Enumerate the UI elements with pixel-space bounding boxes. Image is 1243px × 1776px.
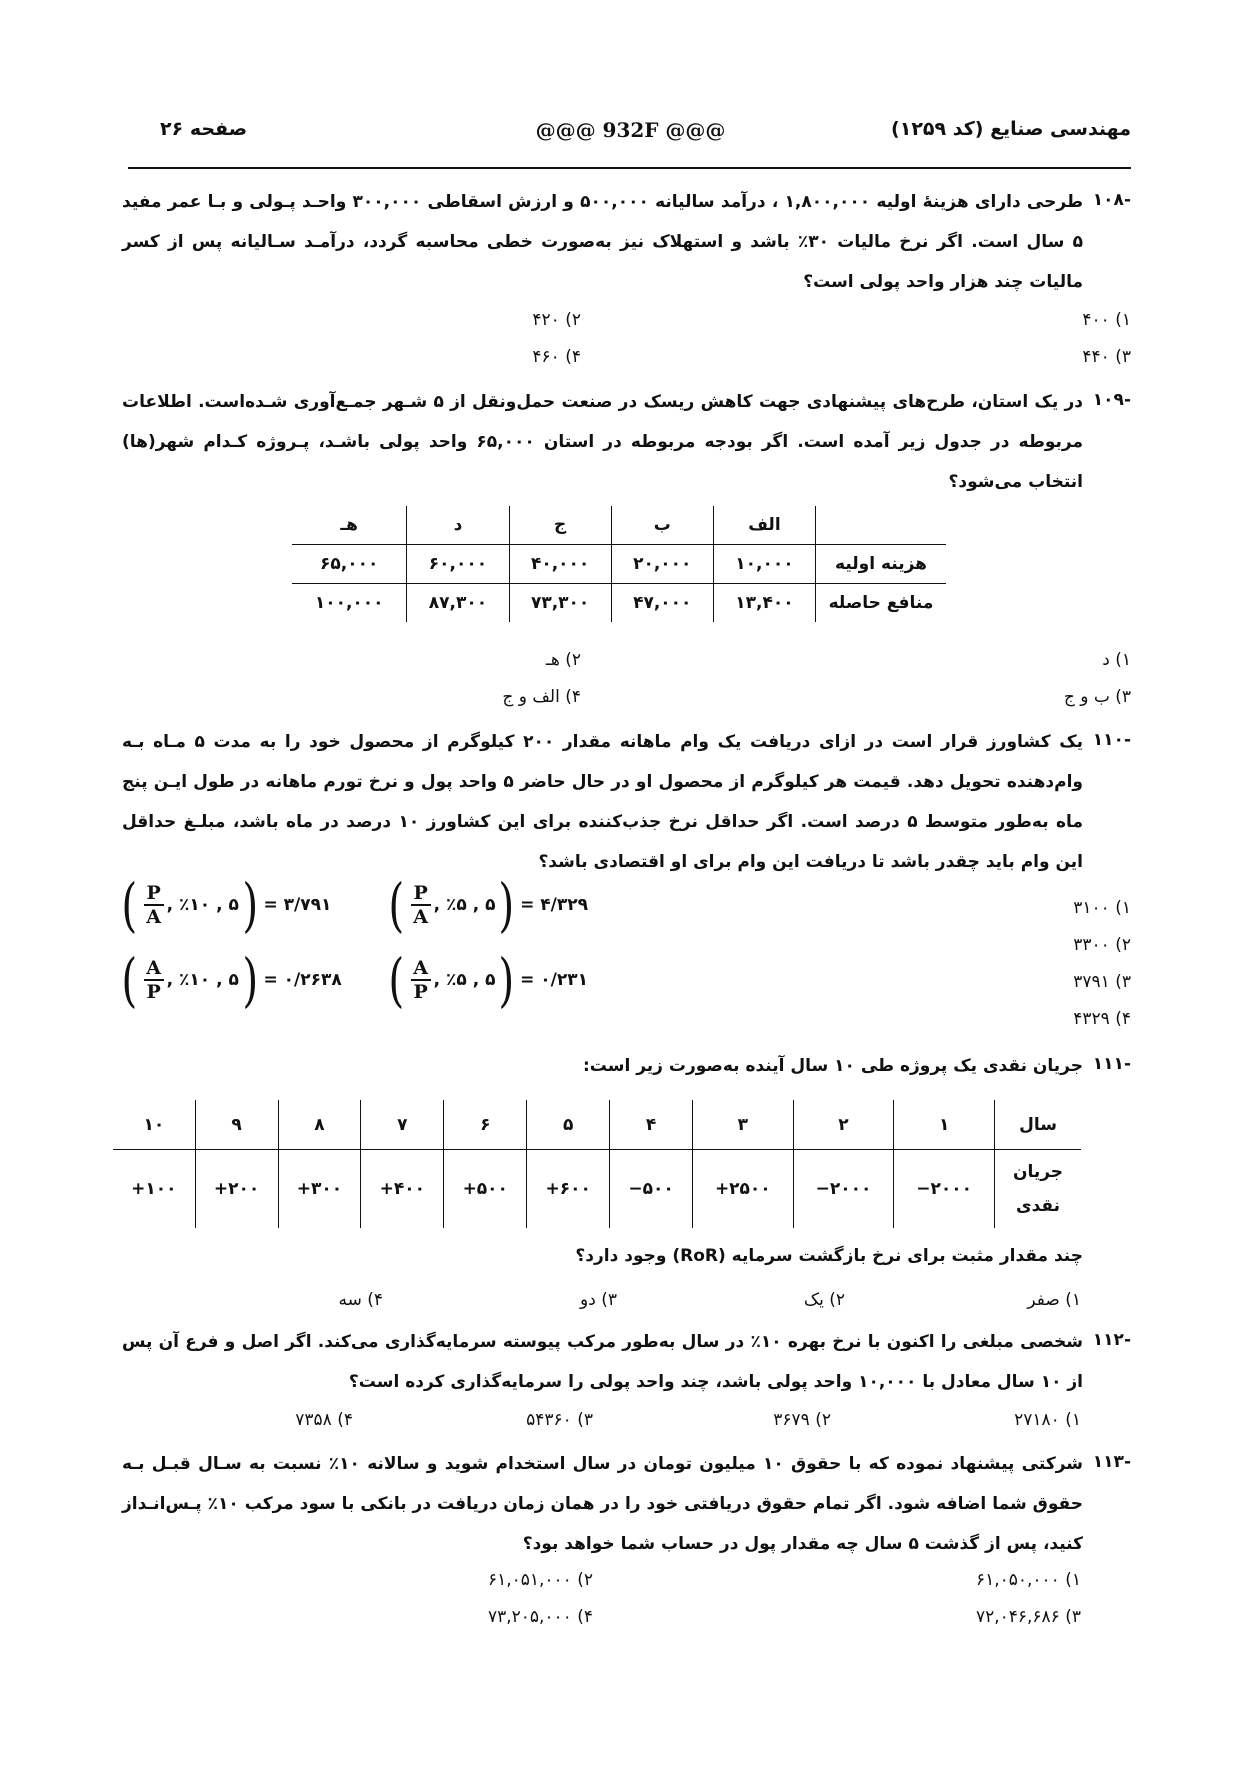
question-113 [122, 1444, 1131, 1564]
question-text: یک کشاورز قرار است در ازای دریافت یک وام ماهانه مقدار ۲۰۰ کیلوگرم از محصول خود را به مدت ۵ مـاه بـه وام‌دهنده تحویل دهد. قیمت هر کیلوگرم از محصول او در حال حاضر ۵ واحد پول و نرخ تورم ماهانه در طول ایـن پنج ماه به‌طور متوسط ۵ درصد است. اگر حداقل نرخ جذب‌کننده برای این کشاورز ۱۰ درصد در ماه باشد، مبلـغ حداقل این وام باید چقدر باشد تا دریافت این وام برای او اقتصادی باشد؟ [122, 732, 1083, 872]
option-1[interactable]: ۱) ۶۱,۰۵۰,۰۰۰ [975, 1570, 1081, 1590]
question-112 [122, 1322, 1131, 1402]
q111-cashflow-table [113, 1100, 1081, 1228]
header-rule [128, 167, 1131, 169]
question-109 [122, 382, 1131, 502]
option-4[interactable]: ۴) الف و ج [502, 687, 581, 707]
exam-code: @@@ 932F @@@ [535, 118, 726, 142]
option-3[interactable]: ۳) ۵۴۳۶۰ [526, 1410, 593, 1430]
question-number: -۱۰۹ [1092, 390, 1131, 410]
table-header: ۴ [610, 1100, 693, 1150]
option-4[interactable]: ۴) سه [338, 1290, 383, 1310]
q109-table [292, 506, 946, 622]
exam-subject: مهندسی صنایع (کد ۱۲۵۹) [891, 118, 1131, 140]
table-cell: +۲۵۰۰ [692, 1150, 793, 1229]
table-cell: ۱۳,۴۰۰ [713, 584, 815, 623]
option-1[interactable]: ۱) صفر [1027, 1290, 1081, 1310]
question-number: -۱۱۰ [1092, 730, 1131, 750]
table-header: ۱ [894, 1100, 995, 1150]
factor-formula: ( $\frac{P}{A}$ , ٪۱۰ , ۵ ) = ۳/۷۹۱ [121, 871, 332, 939]
table-header: ۵ [527, 1100, 610, 1150]
table-cell: ۴۰,۰۰۰ [509, 545, 611, 584]
question-number: -۱۱۳ [1092, 1452, 1131, 1472]
option-2[interactable]: ۲) ۳۶۷۹ [773, 1410, 831, 1430]
question-number: -۱۰۸ [1092, 190, 1131, 210]
table-row [113, 1150, 1081, 1229]
row-label: هزینه اولیه [816, 545, 947, 584]
table-cell: −۲۰۰۰ [793, 1150, 894, 1229]
option-4[interactable]: ۴) ۴۳۲۹ [1073, 1009, 1131, 1029]
table-header: ۸ [278, 1100, 361, 1150]
page-number: صفحه ۲۶ [160, 118, 248, 140]
table-row [292, 584, 946, 623]
option-2[interactable]: ۲) ۶۱,۰۵۱,۰۰۰ [487, 1570, 593, 1590]
table-header: ۳ [692, 1100, 793, 1150]
option-3[interactable]: ۳) ب و ج [1063, 687, 1131, 707]
option-1[interactable]: ۱) ۴۰۰ [1082, 310, 1131, 330]
year-label: سال [995, 1100, 1082, 1150]
table-cell: ۱۰۰,۰۰۰ [314, 593, 384, 613]
question-text: شخصی مبلغی را اکنون با نرخ بهره ۱۰٪ در سال به‌طور مرکب پیوسته سرمایه‌گذاری می‌کند. اگر اصل و فرع آن پس از ۱۰ سال معادل با ۱۰,۰۰۰ واحد پولی باشد، چند واحد پولی را سرمایه‌گذاری کرده است؟ [122, 1332, 1083, 1392]
option-1[interactable]: ۱) د [1102, 650, 1131, 670]
table-cell: +۲۰۰ [195, 1150, 278, 1229]
table-header: ۲ [793, 1100, 894, 1150]
question-110 [122, 722, 1131, 882]
question-text: طرحی دارای هزینهٔ اولیه ۱,۸۰۰,۰۰۰ ، درآمد سالیانه ۵۰۰,۰۰۰ و ارزش اسقاطی ۳۰۰,۰۰۰ واحـد پـولی و بـا عمر مفید ۵ سال است. اگر نرخ مالیات ۳۰٪ باشد و استهلاک نیز به‌صورت خطی محاسبه گردد، درآمـد سـالیانه پس از کسر مالیات چند هزار واحد پولی است؟ [122, 192, 1083, 292]
table-header: ۹ [195, 1100, 278, 1150]
table-row [292, 545, 946, 584]
table-cell: +۴۰۰ [361, 1150, 444, 1229]
option-2[interactable]: ۲) یک [803, 1290, 845, 1310]
option-1[interactable]: ۱) ۳۱۰۰ [1073, 898, 1131, 918]
question-text: جریان نقدی یک پروژه طی ۱۰ سال آینده به‌صورت زیر است: [582, 1056, 1083, 1076]
question-111 [122, 1046, 1131, 1086]
option-3[interactable]: ۳) ۴۴۰ [1082, 347, 1131, 367]
table-cell: ۲۰,۰۰۰ [611, 545, 713, 584]
table-header: هـ [292, 506, 407, 545]
question-111-sub [122, 1236, 1131, 1276]
table-row [113, 1100, 1081, 1150]
question-text: شرکتی پیشنهاد نموده که با حقوق ۱۰ میلیون تومان در سال استخدام شوید و سالانه ۱۰٪ نسبت به سـال قبـل بـه حقوق شما اضافه شود. اگر تمام حقوق دریافتی خود را در همان زمان دریافت در بانکی با سود مرکب ۱۰٪ پـس‌انـداز کنید، پس از گذشت ۵ سال چه مقدار پول در حساب شما خواهد بود؟ [122, 1454, 1083, 1554]
table-row [292, 506, 946, 545]
table-cell: +۶۰۰ [527, 1150, 610, 1229]
table-cell: ۶۰,۰۰۰ [407, 545, 509, 584]
option-2[interactable]: ۲) ۳۳۰۰ [1073, 935, 1131, 955]
table-cell: ۱۰,۰۰۰ [713, 545, 815, 584]
option-3[interactable]: ۳) دو [580, 1290, 617, 1310]
table-cell: ۸۷,۳۰۰ [407, 584, 509, 623]
factor-formula: ( $\frac{A}{P}$ , ٪۱۰ , ۵ ) = ۰/۲۶۳۸ [121, 946, 342, 1014]
question-number: -۱۱۲ [1092, 1330, 1131, 1350]
factor-formula: ( $\frac{P}{A}$ , ٪۵ , ۵ ) = ۴/۳۲۹ [388, 871, 588, 939]
option-4[interactable]: ۴) ۴۶۰ [532, 347, 581, 367]
table-cell: −۵۰۰ [610, 1150, 693, 1229]
question-108 [122, 182, 1131, 302]
table-header: د [407, 506, 509, 545]
factor-formula: ( $\frac{A}{P}$ , ٪۵ , ۵ ) = ۰/۲۳۱ [388, 946, 588, 1014]
table-cell [816, 506, 947, 545]
option-4[interactable]: ۴) ۷۳۵۸ [295, 1410, 353, 1430]
option-3[interactable]: ۳) ۳۷۹۱ [1073, 972, 1131, 992]
table-header: ۱۰ [113, 1100, 195, 1150]
option-4[interactable]: ۴) ۷۳,۲۰۵,۰۰۰ [487, 1607, 593, 1627]
row-label: منافع حاصله [816, 584, 947, 623]
option-2[interactable]: ۲) ۴۲۰ [532, 310, 581, 330]
table-cell: +۱۰۰ [131, 1179, 177, 1199]
table-header: ج [509, 506, 611, 545]
question-number: -۱۱۱ [1092, 1054, 1131, 1074]
question-text: چند مقدار مثبت برای نرخ بازگشت سرمایه (RoR) وجود دارد؟ [575, 1246, 1083, 1266]
option-3[interactable]: ۳) ۷۲,۰۴۶,۶۸۶ [975, 1607, 1081, 1627]
cashflow-label: جریان نقدی [995, 1150, 1082, 1229]
question-text: در یک استان، طرح‌های پیشنهادی جهت کاهش ریسک در صنعت حمل‌ونقل از ۵ شـهر جمـع‌آوری شـده‌است. اطلاعات مربوطه در جدول زیر آمده است. اگر بودجه مربوطه در استان ۶۵,۰۰۰ واحد پولی باشـد، پـروژه کـدام شهر(ها) انتخاب می‌شود؟ [122, 392, 1083, 492]
option-1[interactable]: ۱) ۲۷۱۸۰ [1014, 1410, 1081, 1430]
page-header [130, 118, 1131, 154]
table-header: ۷ [361, 1100, 444, 1150]
table-header: ب [611, 506, 713, 545]
table-cell: +۵۰۰ [444, 1150, 527, 1229]
table-cell: ۷۳,۳۰۰ [509, 584, 611, 623]
table-cell: ۴۷,۰۰۰ [611, 584, 713, 623]
table-header: ۶ [444, 1100, 527, 1150]
table-cell: +۳۰۰ [278, 1150, 361, 1229]
option-2[interactable]: ۲) هـ [545, 650, 581, 670]
table-header: الف [713, 506, 815, 545]
table-cell: ۶۵,۰۰۰ [292, 545, 407, 584]
table-cell: −۲۰۰۰ [894, 1150, 995, 1229]
